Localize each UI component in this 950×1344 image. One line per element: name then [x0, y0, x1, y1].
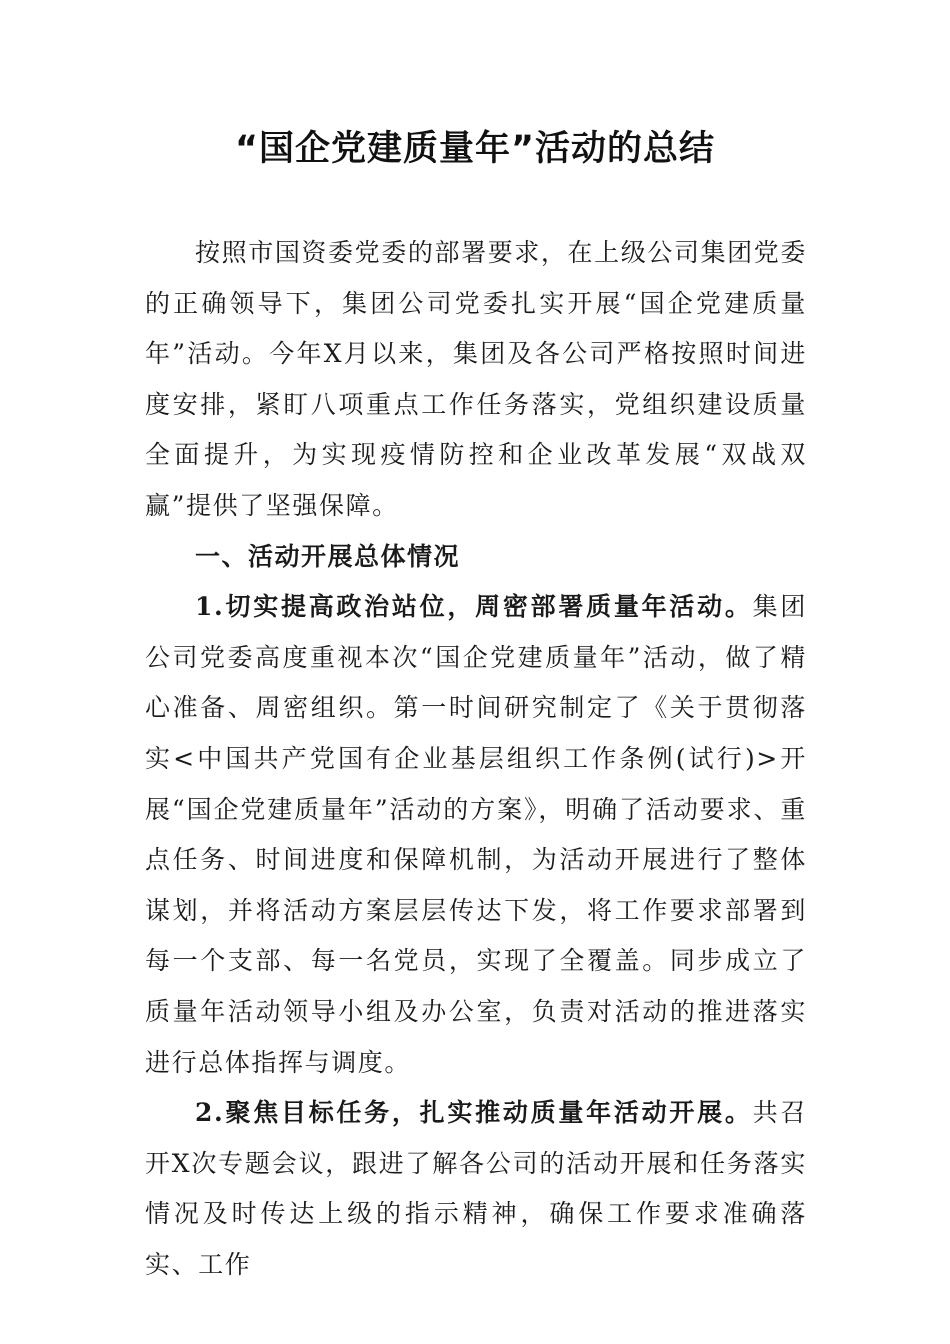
document-body: [145, 228, 807, 1290]
document-title: “国企党建质量年”活动的总结: [234, 129, 715, 169]
section-heading: 一、活动开展总体情况: [195, 541, 461, 571]
item-1-paragraph: [145, 582, 807, 1088]
item-1-body: 集团公司党委高度重视本次“国企党建质量年”活动，做了精心准备、周密组织。第一时间研究制定了《关于贯彻落实<中国共产党国有企业基层组织工作条例(试行)>开展“国企党建质量年”活动的方案》，明确了活动要求、重点任务、时间进度和保障机制，为活动开展进行了整体谋划，并将活动方案层层传达下发，将工作要求部署到每一个支部、每一名党员，实现了全覆盖。同步成立了质量年活动领导小组及办公室，负责对活动的推进落实进行总体指挥与调度。: [145, 592, 808, 1077]
intro-paragraph: 按照市国资委党委的部署要求，在上级公司集团党委的正确领导下，集团公司党委扎实开展“国企党建质量年”活动。今年X月以来，集团及各公司严格按照时间进度安排，紧盯八项重点工作任务落实，党组织建设质量全面提升，为实现疫情防控和企业改革发展“双战双赢”提供了坚强保障。: [145, 238, 807, 520]
item-2-paragraph: [145, 1088, 807, 1290]
item-2-body: 共召开X次专题会议，跟进了解各公司的活动开展和任务落实情况及时传达上级的指示精神，确保工作要求准确落实、工作: [145, 1098, 808, 1279]
item-1-lead: 1.切实提高政治站位，周密部署质量年活动。: [195, 592, 753, 622]
item-2-lead: 2.聚焦目标任务，扎实推动质量年活动开展。: [195, 1098, 753, 1128]
